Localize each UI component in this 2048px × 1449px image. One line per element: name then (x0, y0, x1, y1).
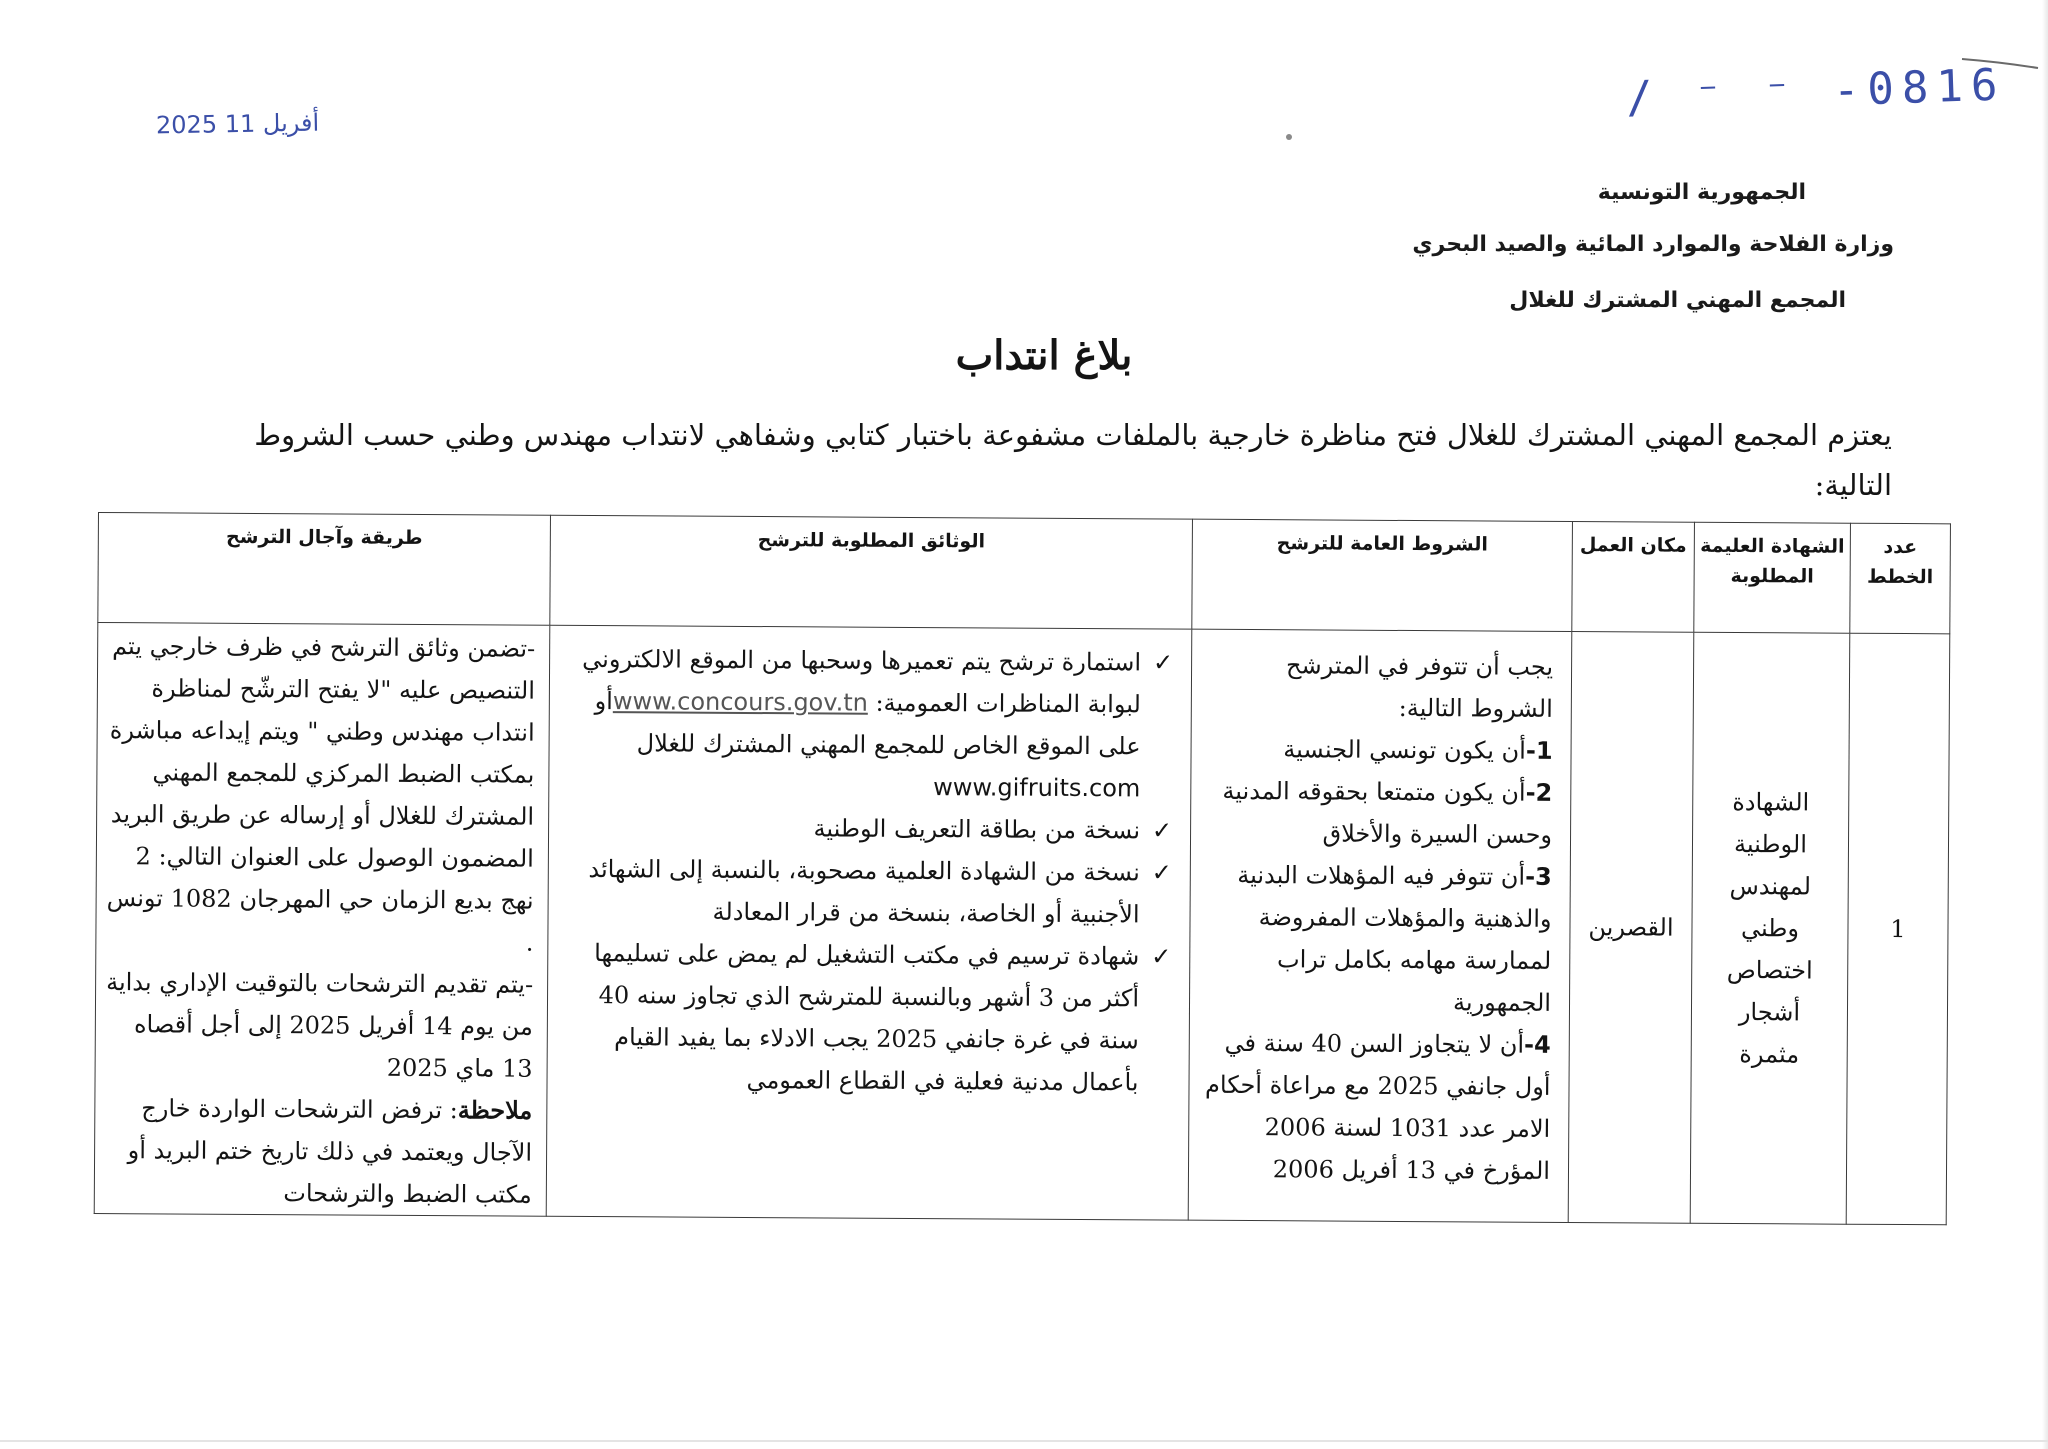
document-text: شهادة ترسيم في مكتب التشغيل لم يمض على تسليمها أكثر من 3 أشهر وبالنسبة للمترشح الذي تجاوز سنه 40 سنة في غرة جانفي 2025 يجب الادلاء بما يفيد القيام بأعمال مدنية فعلية في القطاع العمومي (594, 939, 1140, 1097)
checkmark-icon: ✓ (1151, 858, 1172, 887)
condition-number: 1- (1525, 736, 1553, 765)
condition-text: أن تتوفر فيه المؤهلات البدنية والذهنية والمؤهلات المفروضة لممارسة مهامه بكامل تراب الجمهورية (1237, 860, 1552, 1017)
note-text: : ترفض الترشحات الواردة خارج الآجال ويعتمد في ذلك تاريخ ختم البريد أو مكتب الضبط والترشحات (127, 1094, 533, 1209)
document-item (565, 638, 1175, 810)
cell-degree: الشهادة الوطنية لمهندس وطني اختصاص أشجار مثمرة (1690, 632, 1850, 1224)
condition-item (1199, 1022, 1551, 1192)
registration-number-stamp (1625, 59, 2006, 123)
conditions-intro: يجب أن تتوفر في المترشح الشروط التالية: (1286, 651, 1554, 723)
condition-number: 2- (1525, 778, 1553, 807)
document-text: نسخة من الشهادة العلمية مصحوبة، بالنسبة إلى الشهائد الأجنبية أو الخاصة، بنسخة من قرار المعادلة (588, 855, 1140, 929)
method-note (105, 1087, 533, 1216)
document-text: نسخة من بطاقة التعريف الوطنية (813, 814, 1141, 845)
header-count: عدد الخطط (1850, 523, 1951, 634)
document-item (565, 806, 1174, 852)
checkmark-icon: ✓ (1152, 648, 1174, 677)
header-organization: المجمع المهني المشترك للغلال (1509, 288, 1846, 313)
checkmark-icon: ✓ (1151, 942, 1172, 971)
document-item (564, 848, 1174, 936)
cell-count: 1 (1846, 633, 1950, 1225)
scan-edge (2042, 0, 2048, 1449)
header-degree: الشهادة العليمة المطلوبة (1694, 522, 1851, 633)
condition-text: أن يكون متمتعا بحقوقه المدنية وحسن السيرة والأخلاق (1222, 776, 1553, 849)
scan-dot (1286, 134, 1292, 140)
condition-text: أن لا يتجاوز السن 40 سنة في أول جانفي 2025 مع مراعاة أحكام الامر عدد 1031 لسنة 2006 المؤرخ في 13 أفريل 2006 (1204, 1028, 1551, 1185)
concours-link[interactable]: www.concours.gov.tn (612, 687, 868, 717)
cell-place: القصرين (1568, 632, 1694, 1224)
document-text: أو على الموقع الخاص للمجمع المهني المشترك للغلال (594, 687, 1141, 761)
condition-text: أن يكون تونسي الجنسية (1283, 735, 1526, 765)
stamp-scribble: / ⁻ ⁻ (1625, 65, 1834, 124)
page-title: بلاغ انتداب (955, 332, 1133, 379)
cell-documents (546, 625, 1192, 1220)
condition-number: 4- (1524, 1030, 1551, 1059)
condition-item (1201, 728, 1552, 772)
received-date-stamp: 2025 أفريل 11 (155, 108, 320, 140)
header-conditions: الشروط العامة للترشح (1192, 519, 1573, 631)
condition-number: 3- (1525, 862, 1552, 891)
document-text: استمارة ترشح يتم تعميرها وسحبها من الموقع الالكتروني لبوابة المناظرات العمومية: (582, 644, 1142, 719)
checkmark-icon: ✓ (1151, 816, 1173, 845)
header-ministry: وزارة الفلاحة والموارد المائية والصيد البحري (1412, 232, 1894, 257)
condition-item (1200, 854, 1552, 1024)
cell-method (94, 623, 550, 1217)
intro-paragraph: يعتزم المجمع المهني المشترك للغلال فتح مناظرة خارجية بالملفات مشفوعة باختبار كتابي وشفاهي لانتداب مهندس وطني حسب الشروط التالية: (254, 418, 1892, 502)
condition-item (1201, 770, 1553, 856)
method-paragraph: -يتم تقديم الترشحات بالتوقيت الإداري بداية من يوم 14 أفريل 2025 إلى أجل أقصاه 13 ماي 2025 (106, 968, 534, 1083)
method-paragraph: -تضمن وثائق الترشح في ظرف خارجي يتم التنصيص عليه "لا يفتح الترشّح لمناظرة انتداب مهندس وطني " ويتم إيداعه مباشرة بمكتب الضبط المركزي للمجمع المهني المشترك للغلال أو إرساله عن طريق البريد المضمون الوصول على العنوان التالي: 2 نهج بديع الزمان حي المهرجان 1082 تونس . (106, 632, 536, 957)
recruitment-table (94, 512, 1951, 1225)
document-item (563, 932, 1173, 1104)
cell-conditions (1188, 629, 1572, 1222)
header-republic: الجمهورية التونسية (1597, 180, 1806, 205)
registration-number: -0816 (1832, 59, 2007, 117)
table-header-row (98, 513, 1951, 634)
table-row (94, 623, 1950, 1225)
header-documents: الوثائق المطلوبة للترشح (550, 515, 1193, 629)
pen-mark (1960, 56, 2040, 70)
header-method: طريقة وآجال الترشح (98, 513, 551, 626)
note-label: ملاحظة (457, 1095, 533, 1125)
header-place: مكان العمل (1572, 522, 1695, 633)
gifruits-link[interactable]: www.gifruits.com (933, 773, 1141, 803)
scan-bottom-line (0, 1440, 2048, 1442)
